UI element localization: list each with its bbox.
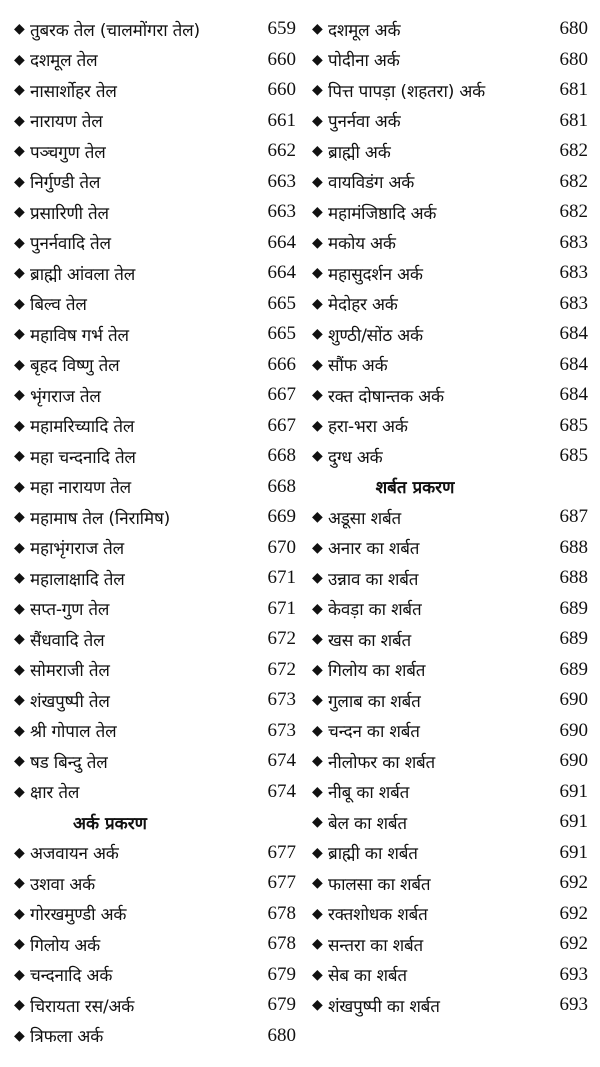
diamond-bullet-icon: ◆: [14, 326, 25, 343]
entry-label: भृंगराज तेल: [30, 386, 101, 407]
index-entry: [14, 960, 296, 991]
entry-page-number: 663: [267, 201, 296, 223]
index-entry: [312, 685, 588, 716]
entry-label: दशमूल तेल: [30, 51, 98, 72]
diamond-bullet-icon: ◆: [312, 21, 323, 38]
entry-page-number: 683: [559, 262, 588, 284]
entry-label: महामंजिष्ठादि अर्क: [328, 203, 437, 224]
diamond-bullet-icon: ◆: [14, 356, 25, 373]
entry-label: ब्राह्मी आंवला तेल: [30, 264, 136, 285]
index-entry: [312, 868, 588, 899]
entry-page-number: 685: [559, 445, 588, 467]
entry-page-number: 664: [267, 231, 296, 253]
index-entry: [14, 197, 296, 228]
entry-page-number: 692: [559, 902, 588, 924]
index-entry: [312, 563, 588, 594]
entry-page-number: 682: [559, 140, 588, 162]
entry-page-number: 692: [559, 933, 588, 955]
entry-label: चन्दनादि अर्क: [30, 966, 113, 987]
index-entry: [14, 350, 296, 381]
diamond-bullet-icon: ◆: [14, 417, 25, 434]
entry-page-number: 674: [267, 750, 296, 772]
diamond-bullet-icon: ◆: [14, 539, 25, 556]
index-entry: [14, 289, 296, 320]
entry-label: त्रिफला अर्क: [30, 1027, 104, 1048]
entry-page-number: 681: [559, 109, 588, 131]
index-entry: [14, 228, 296, 259]
entry-label: अजवायन अर्क: [30, 844, 119, 865]
entry-label: षड बिन्दु तेल: [30, 752, 108, 773]
diamond-bullet-icon: ◆: [312, 875, 323, 892]
entry-label: चिरायता रस/अर्क: [30, 996, 135, 1017]
entry-label: श्री गोपाल तेल: [30, 722, 117, 743]
entry-label: तुबरक तेल (चालमोंगरा तेल): [30, 20, 200, 41]
diamond-bullet-icon: ◆: [14, 51, 25, 68]
entry-label: मेदोहर अर्क: [328, 295, 398, 316]
entry-page-number: 679: [267, 963, 296, 985]
index-entry: [312, 350, 588, 381]
diamond-bullet-icon: ◆: [14, 478, 25, 495]
entry-page-number: 669: [267, 506, 296, 528]
index-entry: [14, 563, 296, 594]
entry-page-number: 670: [267, 536, 296, 558]
entry-label: महामरिच्यादि तेल: [30, 417, 135, 438]
entry-page-number: 662: [267, 140, 296, 162]
entry-page-number: 689: [559, 597, 588, 619]
diamond-bullet-icon: ◆: [312, 356, 323, 373]
diamond-bullet-icon: ◆: [312, 753, 323, 770]
index-entry: [312, 990, 588, 1021]
diamond-bullet-icon: ◆: [14, 1027, 25, 1044]
diamond-bullet-icon: ◆: [312, 600, 323, 617]
index-entry: [14, 624, 296, 655]
entry-page-number: 688: [559, 567, 588, 589]
index-entry: [312, 45, 588, 76]
diamond-bullet-icon: ◆: [312, 234, 323, 251]
index-entry: [14, 319, 296, 350]
diamond-bullet-icon: ◆: [14, 997, 25, 1014]
index-entry: [14, 990, 296, 1021]
diamond-bullet-icon: ◆: [14, 722, 25, 739]
index-entry: [312, 441, 588, 472]
entry-label: सैंधवादि तेल: [30, 630, 105, 651]
entry-page-number: 684: [559, 384, 588, 406]
entry-label: ब्राह्मी अर्क: [328, 142, 391, 163]
entry-page-number: 680: [559, 48, 588, 70]
entry-page-number: 693: [559, 963, 588, 985]
entry-label: सप्त-गुण तेल: [30, 600, 110, 621]
entry-label: पञ्चगुण तेल: [30, 142, 106, 163]
entry-label: पुनर्नवादि तेल: [30, 234, 111, 255]
entry-label: महाभृंगराज तेल: [30, 539, 124, 560]
entry-page-number: 671: [267, 567, 296, 589]
index-entry: [14, 685, 296, 716]
entry-label: निर्गुण्डी तेल: [30, 173, 101, 194]
index-entry: [312, 14, 588, 45]
entry-page-number: 667: [267, 384, 296, 406]
diamond-bullet-icon: ◆: [312, 509, 323, 526]
entry-page-number: 679: [267, 994, 296, 1016]
diamond-bullet-icon: ◆: [14, 661, 25, 678]
left-column: [14, 14, 296, 1051]
entry-label: महालाक्षादि तेल: [30, 569, 125, 590]
index-entry: [14, 380, 296, 411]
entry-label: महामाष तेल (निरामिष): [30, 508, 171, 529]
diamond-bullet-icon: ◆: [14, 875, 25, 892]
left-section-heading: अर्क प्रकरण: [73, 813, 147, 834]
diamond-bullet-icon: ◆: [14, 570, 25, 587]
entry-page-number: 677: [267, 841, 296, 863]
diamond-bullet-icon: ◆: [14, 265, 25, 282]
entry-label: शुण्ठी/सोंठ अर्क: [328, 325, 423, 346]
index-entry: [312, 197, 588, 228]
index-entry: [14, 868, 296, 899]
index-entry: [312, 75, 588, 106]
diamond-bullet-icon: ◆: [14, 387, 25, 404]
entry-page-number: 672: [267, 658, 296, 680]
entry-page-number: 690: [559, 689, 588, 711]
index-entry: [312, 777, 588, 808]
index-entry: [312, 228, 588, 259]
entry-label: बिल्व तेल: [30, 295, 87, 316]
entry-page-number: 693: [559, 994, 588, 1016]
entry-label: फालसा का शर्बत: [328, 874, 431, 895]
diamond-bullet-icon: ◆: [312, 539, 323, 556]
entry-page-number: 691: [559, 811, 588, 833]
diamond-bullet-icon: ◆: [312, 966, 323, 983]
entry-label: रक्त दोषान्तक अर्क: [328, 386, 444, 407]
diamond-bullet-icon: ◆: [14, 966, 25, 983]
entry-label: महा चन्दनादि तेल: [30, 447, 136, 468]
index-entry: [312, 838, 588, 869]
entry-page-number: 689: [559, 628, 588, 650]
entry-page-number: 660: [267, 79, 296, 101]
index-entry: [14, 472, 296, 503]
diamond-bullet-icon: ◆: [312, 570, 323, 587]
entry-label: शंखपुष्पी तेल: [30, 691, 110, 712]
entry-page-number: 674: [267, 780, 296, 802]
entry-page-number: 661: [267, 109, 296, 131]
entry-page-number: 684: [559, 353, 588, 375]
diamond-bullet-icon: ◆: [14, 112, 25, 129]
diamond-bullet-icon: ◆: [14, 631, 25, 648]
entry-label: केवड़ा का शर्बत: [328, 600, 422, 621]
entry-page-number: 665: [267, 323, 296, 345]
index-entry: [14, 441, 296, 472]
diamond-bullet-icon: ◆: [312, 936, 323, 953]
entry-label: अडूसा शर्बत: [328, 508, 401, 529]
index-entry: [14, 929, 296, 960]
entry-label: नासार्शोहर तेल: [30, 81, 117, 102]
diamond-bullet-icon: ◆: [14, 600, 25, 617]
entry-label: सेब का शर्बत: [328, 966, 407, 987]
diamond-bullet-icon: ◆: [312, 905, 323, 922]
diamond-bullet-icon: ◆: [312, 814, 323, 831]
entry-page-number: 690: [559, 719, 588, 741]
diamond-bullet-icon: ◆: [312, 112, 323, 129]
index-entry: [312, 106, 588, 137]
entry-label: नारायण तेल: [30, 112, 103, 133]
index-entry: [312, 502, 588, 533]
entry-label: प्रसारिणी तेल: [30, 203, 109, 224]
left-entries-after: [14, 838, 296, 1052]
diamond-bullet-icon: ◆: [312, 844, 323, 861]
entry-label: दुग्ध अर्क: [328, 447, 383, 468]
index-entry: [312, 258, 588, 289]
entry-label: रक्तशोधक शर्बत: [328, 905, 428, 926]
index-entry: [312, 411, 588, 442]
entry-page-number: 683: [559, 231, 588, 253]
entry-page-number: 680: [559, 18, 588, 40]
diamond-bullet-icon: ◆: [312, 448, 323, 465]
entry-page-number: 682: [559, 201, 588, 223]
entry-label: पुनर्नवा अर्क: [328, 112, 401, 133]
entry-label: वायविडंग अर्क: [328, 173, 415, 194]
index-entry: [14, 655, 296, 686]
entry-label: सोमराजी तेल: [30, 661, 110, 682]
index-entry: [312, 746, 588, 777]
entry-label: महासुदर्शन अर्क: [328, 264, 423, 285]
entry-page-number: 671: [267, 597, 296, 619]
entry-page-number: 685: [559, 414, 588, 436]
index-entry: [14, 533, 296, 564]
entry-page-number: 659: [267, 18, 296, 40]
diamond-bullet-icon: ◆: [312, 265, 323, 282]
diamond-bullet-icon: ◆: [312, 143, 323, 160]
diamond-bullet-icon: ◆: [312, 51, 323, 68]
entry-page-number: 673: [267, 689, 296, 711]
index-entry: [312, 624, 588, 655]
entry-page-number: 665: [267, 292, 296, 314]
diamond-bullet-icon: ◆: [14, 204, 25, 221]
index-entry: [14, 746, 296, 777]
diamond-bullet-icon: ◆: [312, 722, 323, 739]
index-entry: [312, 716, 588, 747]
index-entry: [312, 289, 588, 320]
diamond-bullet-icon: ◆: [312, 997, 323, 1014]
index-entry: [14, 838, 296, 869]
entry-label: हरा-भरा अर्क: [328, 417, 408, 438]
entry-page-number: 668: [267, 445, 296, 467]
index-entry: [312, 136, 588, 167]
right-section-heading: शर्बत प्रकरण: [375, 478, 455, 499]
entry-page-number: 668: [267, 475, 296, 497]
entry-page-number: 673: [267, 719, 296, 741]
entry-page-number: 683: [559, 292, 588, 314]
entry-page-number: 666: [267, 353, 296, 375]
index-entry: [312, 929, 588, 960]
diamond-bullet-icon: ◆: [312, 295, 323, 312]
diamond-bullet-icon: ◆: [312, 783, 323, 800]
entry-page-number: 677: [267, 872, 296, 894]
index-entry: [14, 1021, 296, 1052]
index-entry: [14, 777, 296, 808]
index-entry: [14, 594, 296, 625]
index-entry: [312, 380, 588, 411]
entry-page-number: 682: [559, 170, 588, 192]
diamond-bullet-icon: ◆: [312, 631, 323, 648]
entry-label: सन्तरा का शर्बत: [328, 935, 423, 956]
diamond-bullet-icon: ◆: [14, 783, 25, 800]
entry-label: दशमूल अर्क: [328, 20, 401, 41]
diamond-bullet-icon: ◆: [14, 21, 25, 38]
entry-label: मकोय अर्क: [328, 234, 396, 255]
entry-label: क्षार तेल: [30, 783, 80, 804]
diamond-bullet-icon: ◆: [14, 905, 25, 922]
index-entry: [312, 899, 588, 930]
diamond-bullet-icon: ◆: [312, 692, 323, 709]
entry-label: सौंफ अर्क: [328, 356, 388, 377]
index-entry: [312, 533, 588, 564]
entry-label: नीबू का शर्बत: [328, 783, 410, 804]
entry-page-number: 681: [559, 79, 588, 101]
diamond-bullet-icon: ◆: [312, 661, 323, 678]
index-entry: [312, 167, 588, 198]
diamond-bullet-icon: ◆: [14, 936, 25, 953]
index-entry: [312, 960, 588, 991]
index-entry: [14, 167, 296, 198]
index-entry: [14, 899, 296, 930]
entry-page-number: 672: [267, 628, 296, 650]
right-entries-after: [312, 502, 588, 1021]
diamond-bullet-icon: ◆: [312, 326, 323, 343]
entry-label: बेल का शर्बत: [328, 813, 407, 834]
diamond-bullet-icon: ◆: [14, 844, 25, 861]
entry-label: नीलोफर का शर्बत: [328, 752, 436, 773]
index-entry: [14, 716, 296, 747]
entry-page-number: 663: [267, 170, 296, 192]
entry-page-number: 664: [267, 262, 296, 284]
diamond-bullet-icon: ◆: [312, 204, 323, 221]
right-entries-before: [312, 14, 588, 472]
entry-label: पित्त पापड़ा (शहतरा) अर्क: [328, 81, 485, 102]
entry-label: चन्दन का शर्बत: [328, 722, 420, 743]
entry-label: शंखपुष्पी का शर्बत: [328, 996, 440, 1017]
entry-label: पोदीना अर्क: [328, 51, 400, 72]
entry-label: गोरखमुण्डी अर्क: [30, 905, 127, 926]
diamond-bullet-icon: ◆: [14, 509, 25, 526]
diamond-bullet-icon: ◆: [14, 173, 25, 190]
entry-label: अनार का शर्बत: [328, 539, 420, 560]
diamond-bullet-icon: ◆: [312, 82, 323, 99]
diamond-bullet-icon: ◆: [312, 173, 323, 190]
entry-page-number: 660: [267, 48, 296, 70]
entry-page-number: 689: [559, 658, 588, 680]
entry-page-number: 680: [267, 1024, 296, 1046]
index-entry: [14, 502, 296, 533]
index-entry: [14, 411, 296, 442]
entry-page-number: 684: [559, 323, 588, 345]
entry-page-number: 691: [559, 841, 588, 863]
right-column: [312, 14, 588, 1021]
index-entry: [14, 136, 296, 167]
index-entry: [312, 594, 588, 625]
diamond-bullet-icon: ◆: [14, 692, 25, 709]
index-entry: [312, 807, 588, 838]
index-entry: [312, 319, 588, 350]
entry-page-number: 691: [559, 780, 588, 802]
entry-label: गुलाब का शर्बत: [328, 691, 421, 712]
entry-page-number: 678: [267, 902, 296, 924]
entry-page-number: 690: [559, 750, 588, 772]
entry-page-number: 687: [559, 506, 588, 528]
entry-label: उशवा अर्क: [30, 874, 95, 895]
entry-label: ब्राह्मी का शर्बत: [328, 844, 418, 865]
diamond-bullet-icon: ◆: [14, 82, 25, 99]
diamond-bullet-icon: ◆: [14, 234, 25, 251]
diamond-bullet-icon: ◆: [14, 753, 25, 770]
entry-label: गिलोय अर्क: [30, 935, 101, 956]
entry-label: गिलोय का शर्बत: [328, 661, 426, 682]
entry-page-number: 667: [267, 414, 296, 436]
index-entry: [14, 106, 296, 137]
entry-label: खस का शर्बत: [328, 630, 412, 651]
diamond-bullet-icon: ◆: [14, 295, 25, 312]
index-entry: [312, 655, 588, 686]
diamond-bullet-icon: ◆: [312, 417, 323, 434]
index-entry: [14, 75, 296, 106]
entry-label: महा नारायण तेल: [30, 478, 131, 499]
index-entry: [14, 45, 296, 76]
entry-page-number: 688: [559, 536, 588, 558]
index-entry: [14, 258, 296, 289]
diamond-bullet-icon: ◆: [14, 143, 25, 160]
diamond-bullet-icon: ◆: [14, 448, 25, 465]
entry-label: बृहद विष्णु तेल: [30, 356, 120, 377]
entry-page-number: 692: [559, 872, 588, 894]
entry-page-number: 678: [267, 933, 296, 955]
index-entry: [14, 14, 296, 45]
diamond-bullet-icon: ◆: [312, 387, 323, 404]
entry-label: महाविष गर्भ तेल: [30, 325, 129, 346]
left-entries-before: [14, 14, 296, 807]
entry-label: उन्नाव का शर्बत: [328, 569, 419, 590]
